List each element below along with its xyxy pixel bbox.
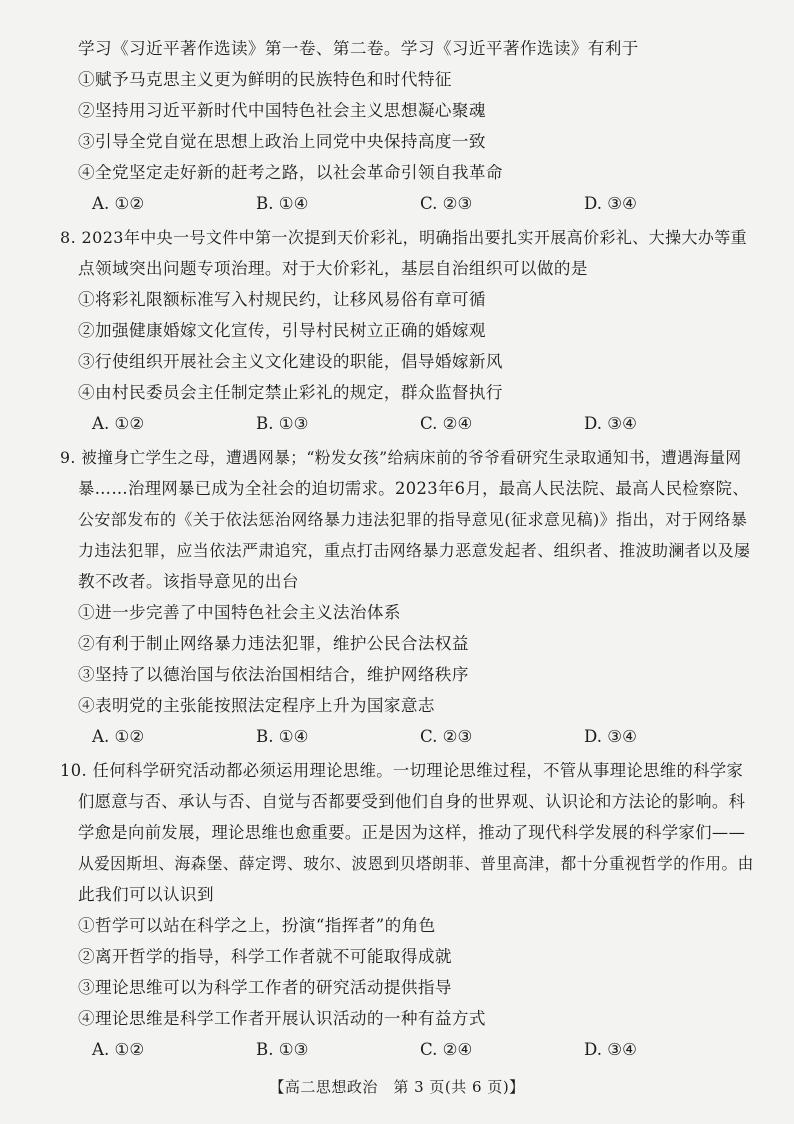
q10-option-c: C. ②④ <box>420 1040 473 1059</box>
q8-option-c: C. ②④ <box>420 414 473 433</box>
q9-statement-2: ②有利于制止网络暴力违法犯罪，维护公民合法权益 <box>78 634 469 653</box>
q7-option-d: D. ③④ <box>584 194 638 213</box>
q10-stem-line-4: 从爱因斯坦、海森堡、薛定谔、玻尔、波恩到贝塔朗菲、普里高津，都十分重视哲学的作用。由 <box>78 854 754 873</box>
q9-stem-line-2: 暴……治理网暴已成为全社会的迫切需求。2023年6月，最高人民法院、最高人民检察院、 <box>78 479 750 498</box>
q10-stem-line-5: 此我们可以认识到 <box>78 885 214 904</box>
q9-stem-line-5: 教不改者。该指导意见的出台 <box>78 572 299 591</box>
q8-stem-line-1: 8. 2023年中央一号文件中第一次提到天价彩礼，明确指出要扎实开展高价彩礼、大操大办等重 <box>60 228 748 247</box>
q9-option-a: A. ①② <box>92 727 145 746</box>
q8-statement-1: ①将彩礼限额标准写入村规民约，让移风易俗有章可循 <box>78 290 486 309</box>
q10-option-b: B. ①③ <box>256 1040 309 1059</box>
q7-statement-3: ③引导全党自觉在思想上政治上同党中央保持高度一致 <box>78 132 486 151</box>
q8-option-a: A. ①② <box>92 414 145 433</box>
q9-option-b: B. ①④ <box>256 727 309 746</box>
q8-option-b: B. ①③ <box>256 414 309 433</box>
q10-statement-2: ②离开哲学的指导，科学工作者就不可能取得成就 <box>78 947 452 966</box>
q7-option-b: B. ①④ <box>256 194 309 213</box>
q9-stem-line-4: 力违法犯罪，应当依法严肃追究，重点打击网络暴力恶意发起者、组织者、推波助澜者以及屡 <box>78 541 751 560</box>
q10-option-a: A. ①② <box>92 1040 145 1059</box>
q9-stem-line-1: 9. 被撞身亡学生之母，遭遇网暴；“粉发女孩”给病床前的爷爷看研究生录取通知书，遭遇海量网 <box>60 448 742 467</box>
page-footer: 【高二思想政治 第 3 页(共 6 页)】 <box>269 1078 525 1096</box>
q10-stem-line-1: 10. 任何科学研究活动都必须运用理论思维。一切理论思维过程，不管从事理论思维的科学家 <box>60 761 744 780</box>
q7-statement-1: ①赋予马克思主义更为鲜明的民族特色和时代特征 <box>78 70 452 89</box>
q10-statement-1: ①哲学可以站在科学之上，扮演“指挥者”的角色 <box>78 916 436 935</box>
q9-stem-line-3: 公安部发布的《关于依法惩治网络暴力违法犯罪的指导意见(征求意见稿)》指出，对于网络暴 <box>78 510 748 529</box>
q7-options <box>0 193 794 215</box>
q10-stem-line-2: 们愿意与否、承认与否、自觉与否都要受到他们自身的世界观、认识论和方法论的影响。科 <box>78 792 746 811</box>
q9-options <box>0 726 794 748</box>
q10-stem-line-3: 学愈是向前发展，理论思维也愈重要。正是因为这样，推动了现代科学发展的科学家们—— <box>78 823 746 842</box>
q8-statement-4: ④由村民委员会主任制定禁止彩礼的规定，群众监督执行 <box>78 383 503 402</box>
q9-statement-4: ④表明党的主张能按照法定程序上升为国家意志 <box>78 696 435 715</box>
q8-statement-2: ②加强健康婚嫁文化宣传，引导村民树立正确的婚嫁观 <box>78 321 486 340</box>
q8-option-d: D. ③④ <box>584 414 638 433</box>
q9-statement-1: ①进一步完善了中国特色社会主义法治体系 <box>78 603 401 622</box>
q7-stem-end: 学习《习近平著作选读》第一卷、第二卷。学习《习近平著作选读》有利于 <box>78 39 639 58</box>
q8-options <box>0 413 794 435</box>
q10-statement-3: ③理论思维可以为科学工作者的研究活动提供指导 <box>78 978 452 997</box>
q10-option-d: D. ③④ <box>584 1040 638 1059</box>
q8-stem-line-2: 点领域突出问题专项治理。对于大价彩礼，基层自治组织可以做的是 <box>78 259 588 278</box>
q9-option-c: C. ②③ <box>420 727 473 746</box>
q7-option-c: C. ②③ <box>420 194 473 213</box>
q10-options <box>0 1039 794 1061</box>
q9-option-d: D. ③④ <box>584 727 638 746</box>
q9-statement-3: ③坚持了以德治国与依法治国相结合，维护网络秩序 <box>78 665 469 684</box>
q8-statement-3: ③行使组织开展社会主义文化建设的职能，倡导婚嫁新风 <box>78 352 503 371</box>
q7-statement-4: ④全党坚定走好新的赶考之路，以社会革命引领自我革命 <box>78 163 503 182</box>
q7-option-a: A. ①② <box>92 194 145 213</box>
q10-statement-4: ④理论思维是科学工作者开展认识活动的一种有益方式 <box>78 1009 486 1028</box>
q7-statement-2: ②坚持用习近平新时代中国特色社会主义思想凝心聚魂 <box>78 101 486 120</box>
